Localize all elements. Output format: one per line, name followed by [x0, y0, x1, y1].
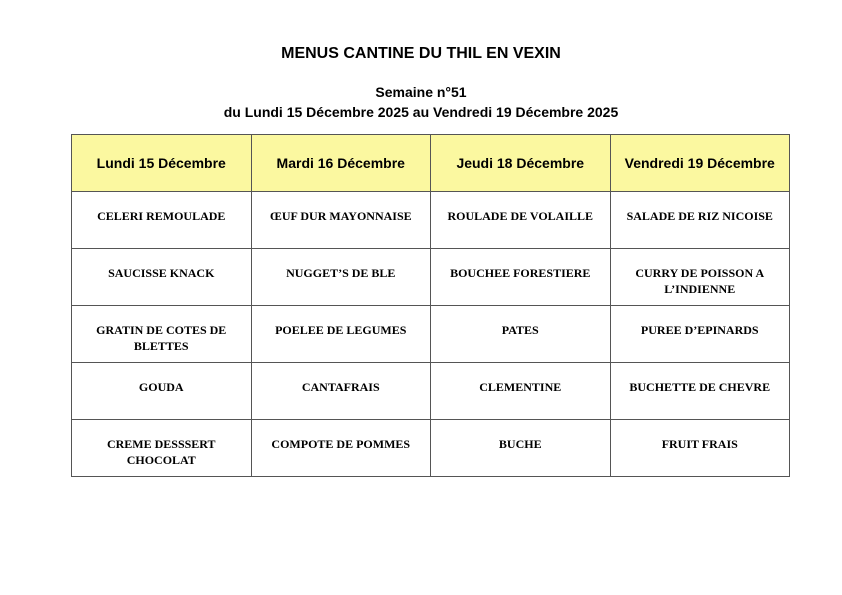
- table-row: [72, 249, 790, 306]
- table-row: [72, 306, 790, 363]
- header-day: Vendredi 19 Décembre: [610, 135, 790, 192]
- date-range: du Lundi 15 Décembre 2025 au Vendredi 19 Décembre 2025: [223, 104, 619, 120]
- menu-cell: BUCHE: [431, 420, 611, 477]
- menu-cell: CURRY DE POISSON A L’INDIENNE: [610, 249, 790, 306]
- menu-cell: SALADE DE RIZ NICOISE: [610, 192, 790, 249]
- menu-cell: NUGGET’S DE BLE: [251, 249, 431, 306]
- table-row: [72, 192, 790, 249]
- menu-cell: CREME DESSSERT CHOCOLAT: [72, 420, 252, 477]
- menu-cell: BOUCHEE FORESTIERE: [431, 249, 611, 306]
- menu-cell: GRATIN DE COTES DE BLETTES: [72, 306, 252, 363]
- header-day: Jeudi 18 Décembre: [431, 135, 611, 192]
- header-row: [72, 135, 790, 192]
- table-row: [72, 363, 790, 420]
- menu-cell: CELERI REMOULADE: [72, 192, 252, 249]
- menu-cell: ŒUF DUR MAYONNAISE: [251, 192, 431, 249]
- menu-cell: ROULADE DE VOLAILLE: [431, 192, 611, 249]
- header-day: Lundi 15 Décembre: [72, 135, 252, 192]
- menu-cell: GOUDA: [72, 363, 252, 420]
- menu-cell: PUREE D’EPINARDS: [610, 306, 790, 363]
- menu-cell: POELEE DE LEGUMES: [251, 306, 431, 363]
- document-title: MENUS CANTINE DU THIL EN VEXIN: [281, 45, 561, 62]
- menu-cell: CLEMENTINE: [431, 363, 611, 420]
- menu-cell: SAUCISSE KNACK: [72, 249, 252, 306]
- menu-cell: CANTAFRAIS: [251, 363, 431, 420]
- menu-cell: COMPOTE DE POMMES: [251, 420, 431, 477]
- table-row: [72, 420, 790, 477]
- week-number: Semaine n°51: [375, 84, 467, 100]
- header-day: Mardi 16 Décembre: [251, 135, 431, 192]
- menu-cell: BUCHETTE DE CHEVRE: [610, 363, 790, 420]
- menu-cell: PATES: [431, 306, 611, 363]
- menu-cell: FRUIT FRAIS: [610, 420, 790, 477]
- menu-table: [71, 134, 790, 477]
